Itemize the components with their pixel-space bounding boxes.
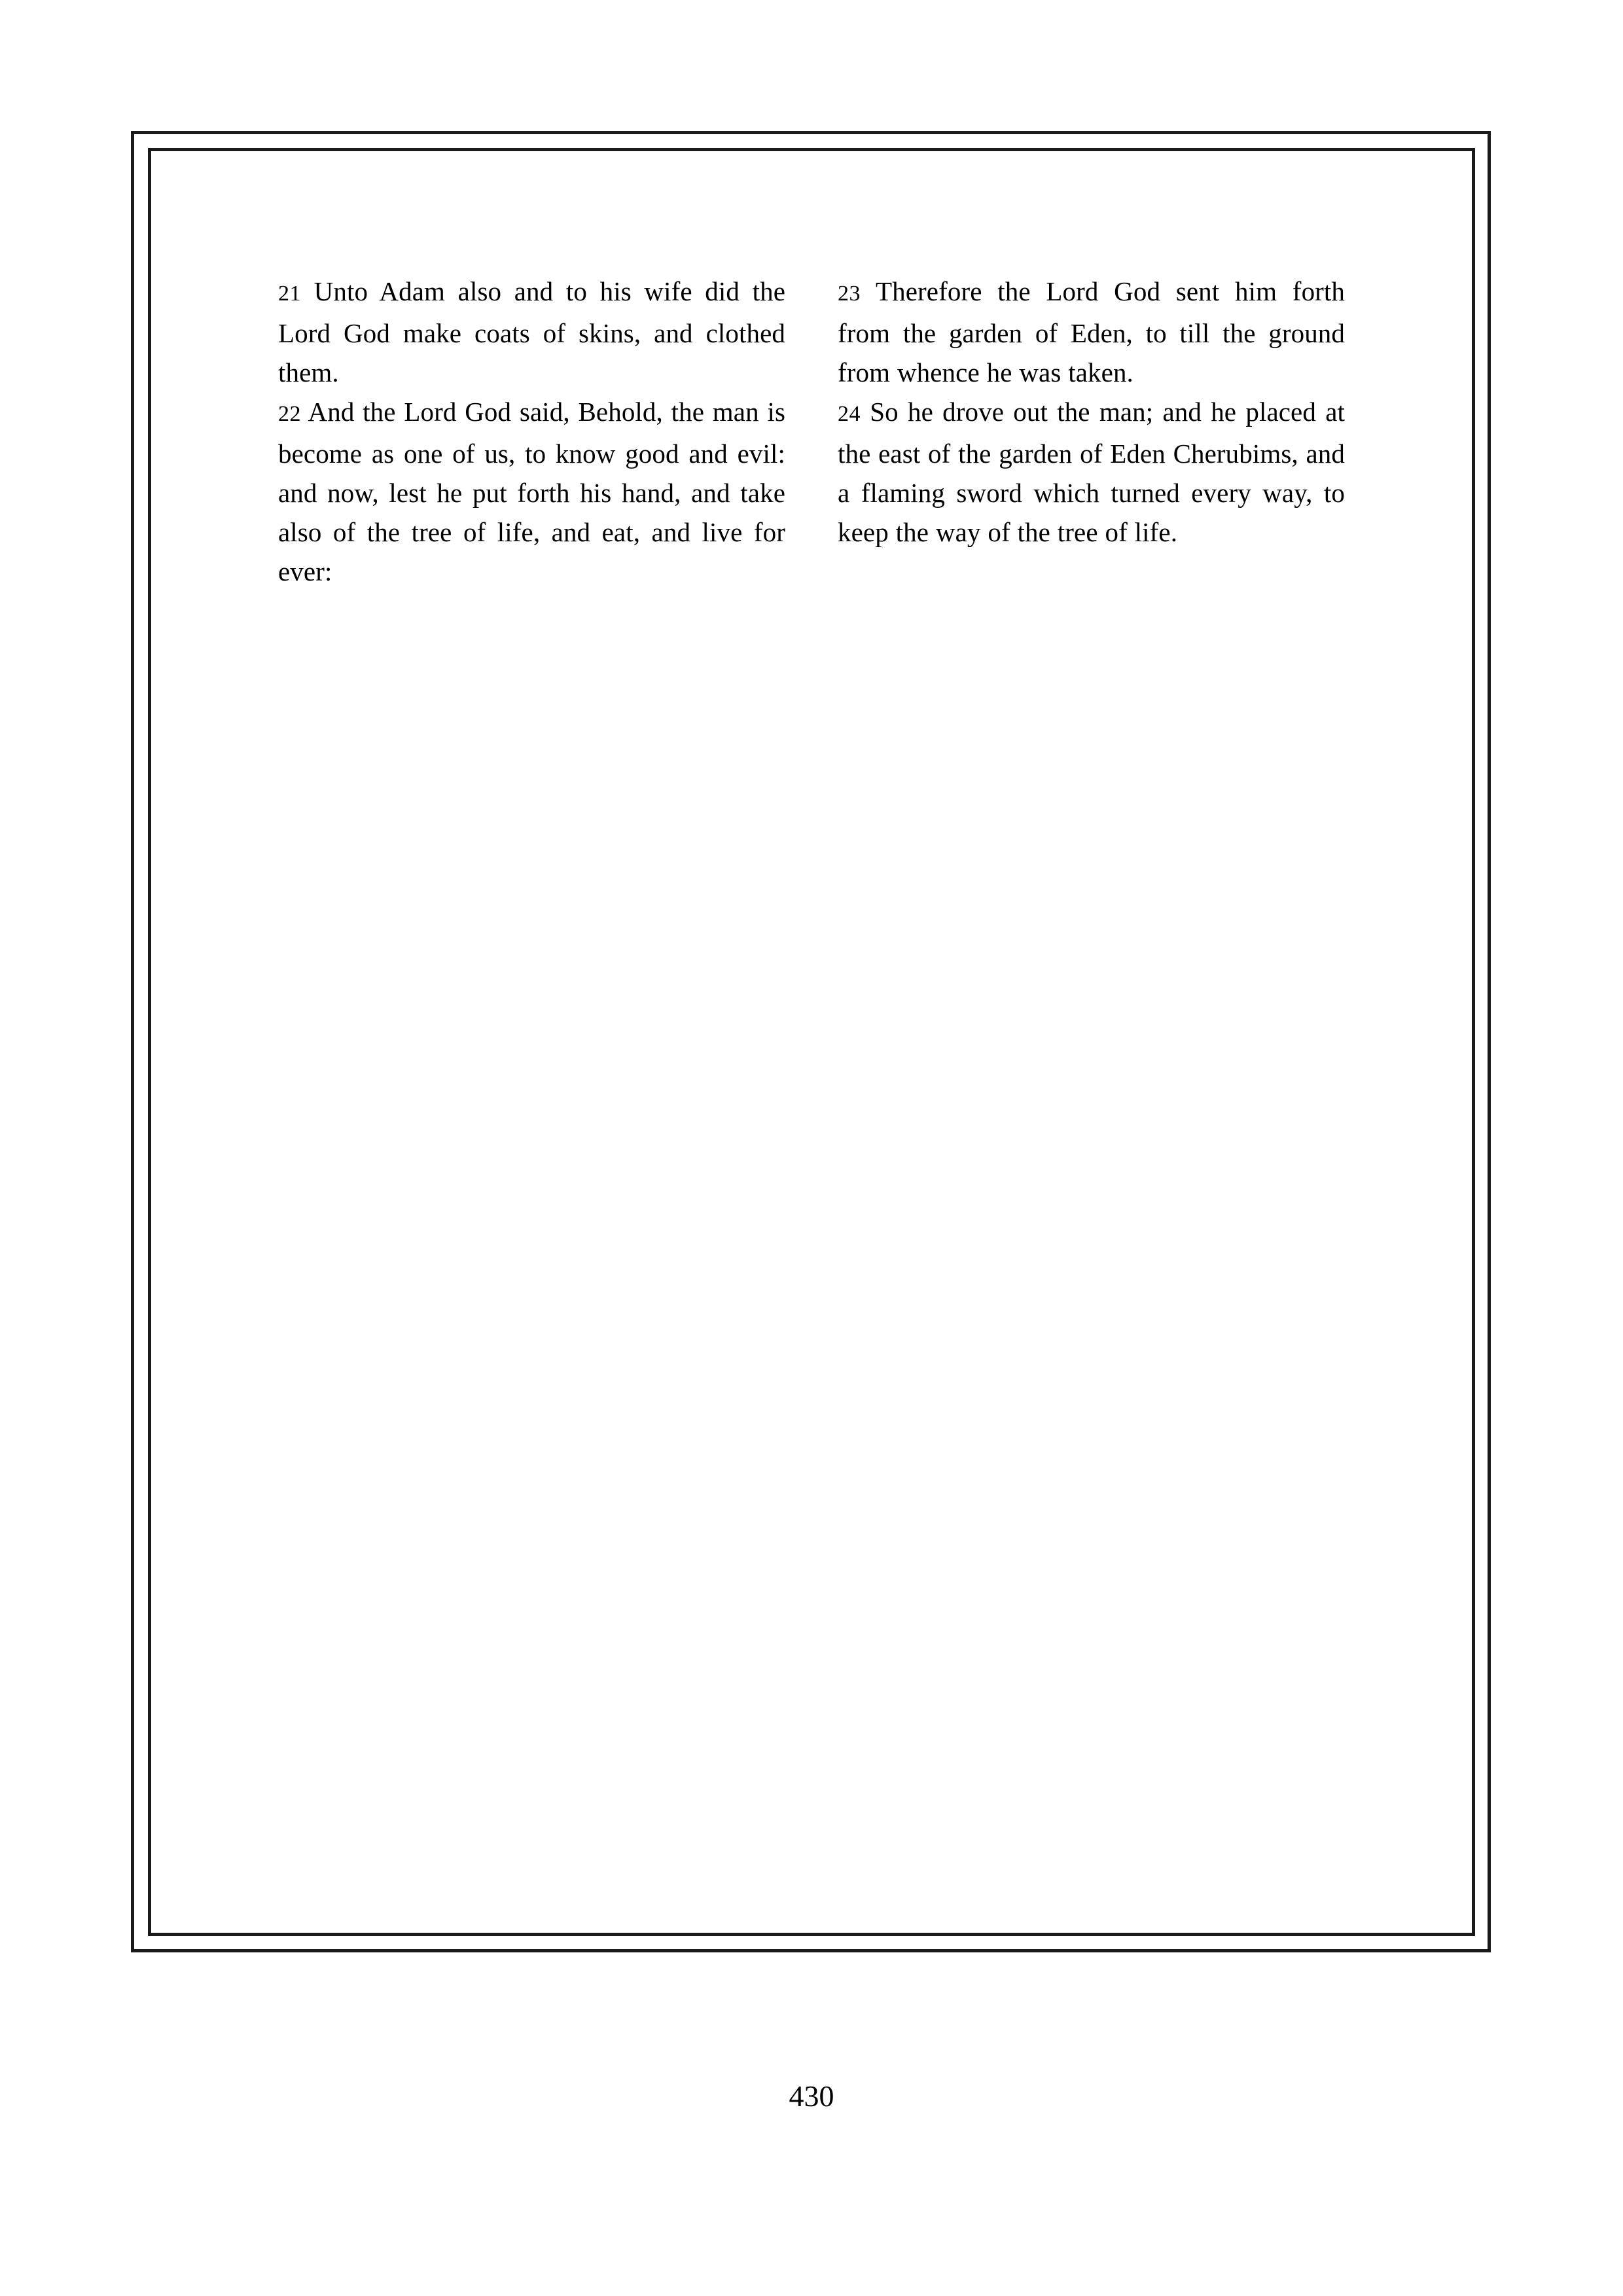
verse-text: So he drove out the man; and he placed at the east of the garden of Eden Cherubims, and a flaming sword which turned every way, to keep the way of the tree of life.: [838, 397, 1345, 547]
verse-paragraph: [838, 272, 1345, 392]
verse-paragraph: [278, 272, 785, 392]
right-column: [838, 272, 1345, 591]
verse-number: 21: [278, 281, 301, 306]
verse-number: 22: [278, 402, 301, 426]
verse-paragraph: [278, 392, 785, 591]
verse-text: And the Lord God said, Behold, the man is become as one of us, to know good and evil: and now, lest he put forth his hand, and take also of the tree of life, and eat, and live for ever:: [278, 397, 785, 586]
verse-text: Therefore the Lord God sent him forth from the garden of Eden, to till the ground from whence he was taken.: [838, 276, 1346, 387]
verse-number: 23: [838, 281, 861, 306]
page-number: 430: [789, 2079, 834, 2113]
verse-paragraph: [838, 392, 1345, 552]
two-column-text-body: [278, 272, 1345, 591]
verse-number: 24: [838, 402, 861, 426]
left-column: [278, 272, 785, 591]
verse-text: Unto Adam also and to his wife did the Lord God make coats of skins, and clothed them.: [278, 276, 785, 387]
